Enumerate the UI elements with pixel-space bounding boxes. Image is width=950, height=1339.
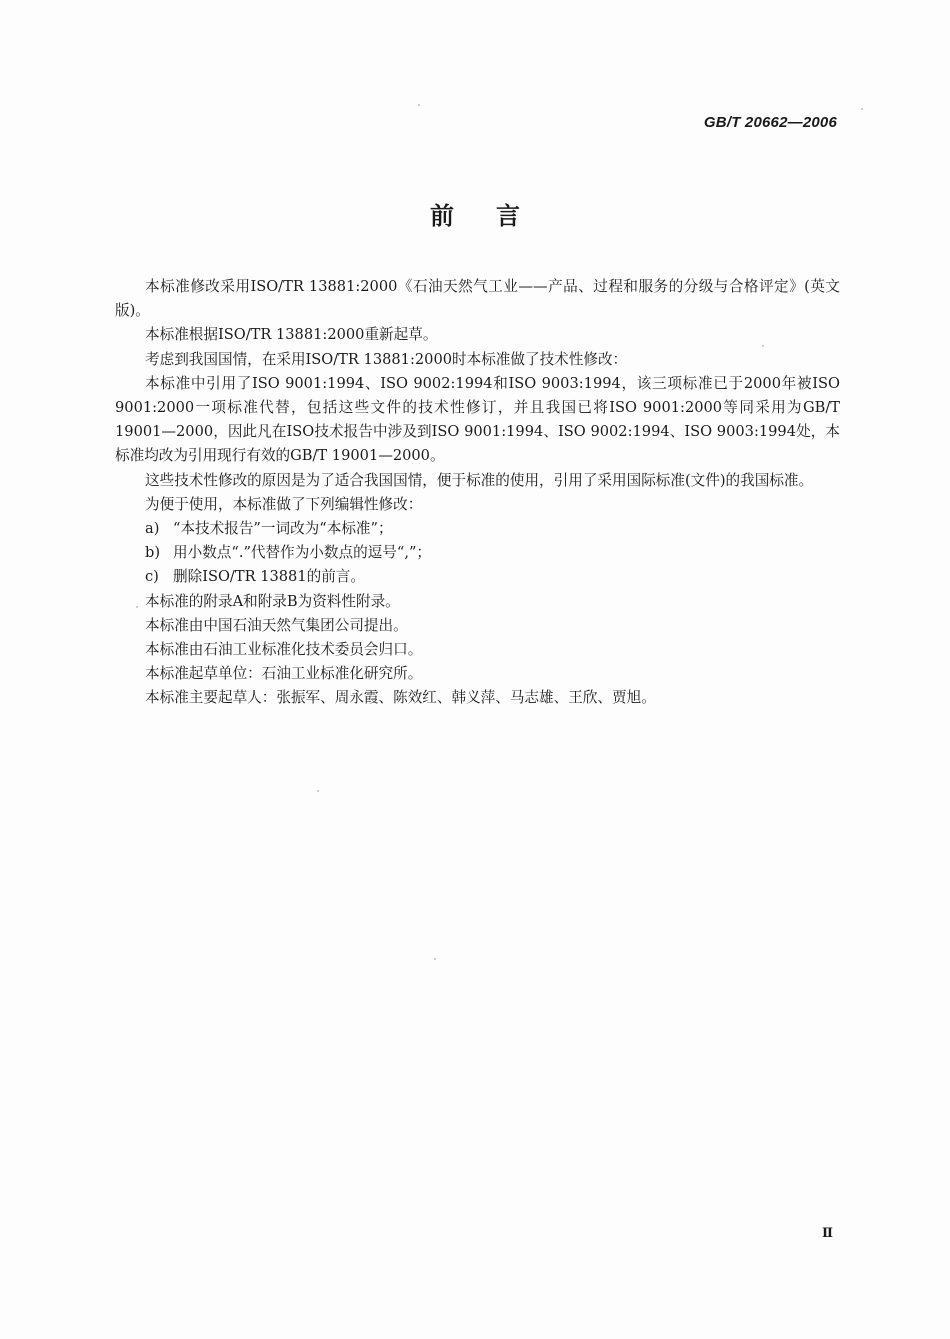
- scan-speck: [762, 345, 764, 347]
- scan-speck: [418, 104, 420, 106]
- list-item: [115, 517, 840, 541]
- standard-code: GB/T 20662—2006: [703, 114, 837, 131]
- scan-speck: [136, 606, 138, 608]
- paragraph-drafters: 本标准主要起草人：张振军、周永霞、陈效红、韩义萍、马志雄、王欣、贾旭。: [145, 689, 656, 707]
- page-number: Ⅱ: [822, 1226, 833, 1241]
- paragraph-referenced-standards: 本标准中引用了ISO 9001:1994、ISO 9002:1994和ISO 9003:1994，该三项标准已于2000年被ISO 9001:2000一项标准代替，包括这些文件的技术性修订，并且我国已将ISO 9001:2000等同采用为GB/T 19001—2000，因此凡在ISO技术报告中涉及到ISO 9001:1994、ISO 9002:1994、ISO 9003:1994处，本标准均改为引用现行有效的GB/T 19001—2000。: [115, 374, 840, 465]
- paragraph-redrafted: 本标准根据ISO/TR 13881:2000重新起草。: [145, 326, 438, 344]
- scan-speck: [861, 108, 863, 110]
- list-item-text: 删除ISO/TR 13881的前言。: [173, 568, 365, 586]
- foreword-body: [115, 275, 840, 711]
- list-item: [115, 541, 840, 565]
- section-title: 前言: [430, 202, 562, 230]
- paragraph-adoption: 本标准修改采用ISO/TR 13881:2000《石油天然气工业——产品、过程和服务的分级与合格评定》(英文版)。: [115, 278, 840, 320]
- scan-speck: [317, 790, 319, 792]
- list-item-text: “本技术报告”一词改为“本标准”；: [173, 520, 393, 538]
- paragraph-committee: 本标准由石油工业标准化技术委员会归口。: [145, 641, 423, 659]
- paragraph-annexes: 本标准的附录A和附录B为资料性附录。: [145, 592, 400, 610]
- list-item-text: 用小数点“.”代替作为小数点的逗号“,”；: [173, 544, 432, 562]
- paragraph-editorial-intro: 为便于使用，本标准做了下列编辑性修改：: [145, 495, 423, 513]
- scan-speck: [434, 958, 436, 960]
- paragraph-reason: 这些技术性修改的原因是为了适合我国国情，便于标准的使用，引用了采用国际标准(文件)的我国标准。: [145, 471, 814, 489]
- list-marker: b): [145, 544, 161, 562]
- list-marker: a): [145, 520, 160, 538]
- paragraph-technical-changes: 考虑到我国国情，在采用ISO/TR 13881:2000时本标准做了技术性修改：: [145, 350, 628, 368]
- paragraph-drafting-unit: 本标准起草单位：石油工业标准化研究所。: [145, 665, 423, 683]
- paragraph-proposer: 本标准由中国石油天然气集团公司提出。: [145, 616, 408, 634]
- list-marker: c): [145, 568, 159, 586]
- list-item: [115, 565, 840, 589]
